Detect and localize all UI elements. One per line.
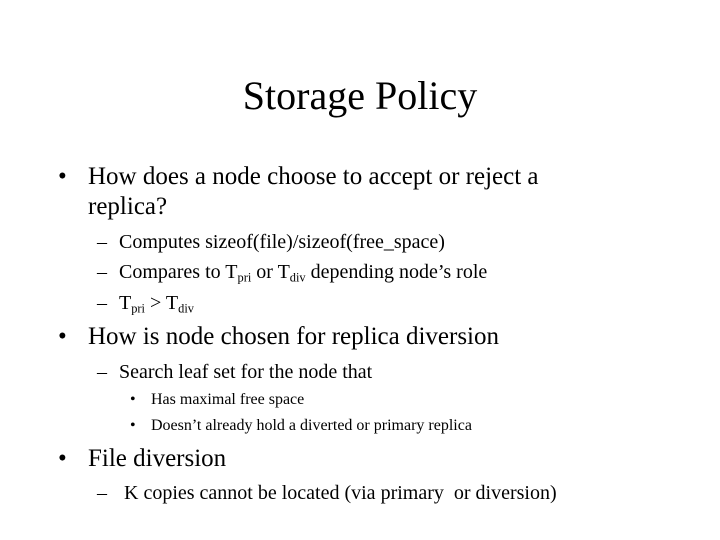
- dash-marker: –: [97, 261, 107, 283]
- bullet-3-text: File diversion: [88, 445, 227, 472]
- sub-bullet-inequality: [119, 290, 194, 316]
- bullet-marker: •: [58, 445, 67, 472]
- sub-sub-bullet-maximal-free-space: Has maximal free space: [151, 391, 305, 408]
- sub-sub-bullet-no-diverted-replica: Doesn’t already hold a diverted or primary replica: [151, 417, 472, 434]
- compares-middle: or T: [251, 261, 290, 283]
- bullet-marker: •: [58, 323, 67, 350]
- dash-marker: –: [97, 231, 107, 253]
- compares-prefix: Compares to T: [119, 261, 238, 283]
- slide-title: Storage Policy: [242, 73, 478, 118]
- dash-marker: –: [97, 482, 107, 504]
- inequality-t: T: [119, 292, 132, 314]
- sub-bullet-computes: Computes sizeof(file)/sizeof(free_space): [119, 231, 445, 253]
- inequality-pri-subscript: pri: [131, 301, 145, 316]
- bullet-2-text: How is node chosen for replica diversion: [88, 323, 499, 350]
- bullet-marker: •: [58, 163, 67, 190]
- small-bullet-marker: •: [130, 417, 136, 434]
- bullet-1-text-line1: How does a node choose to accept or reject a: [88, 163, 539, 190]
- small-bullet-marker: •: [130, 391, 136, 408]
- sub-bullet-compares: [119, 259, 487, 285]
- t-div-subscript: div: [289, 270, 306, 285]
- dash-marker: –: [97, 292, 107, 314]
- bullet-1-text-line2: replica?: [88, 193, 168, 220]
- sub-bullet-k-copies: K copies cannot be located (via primary or diversion): [119, 482, 557, 504]
- compares-suffix: depending node’s role: [305, 261, 488, 283]
- t-pri-subscript: pri: [237, 270, 252, 285]
- sub-bullet-search-leaf-set: Search leaf set for the node that: [119, 361, 373, 383]
- inequality-div-subscript: div: [178, 301, 194, 316]
- inequality-operator: > T: [144, 292, 179, 314]
- dash-marker: –: [97, 361, 107, 383]
